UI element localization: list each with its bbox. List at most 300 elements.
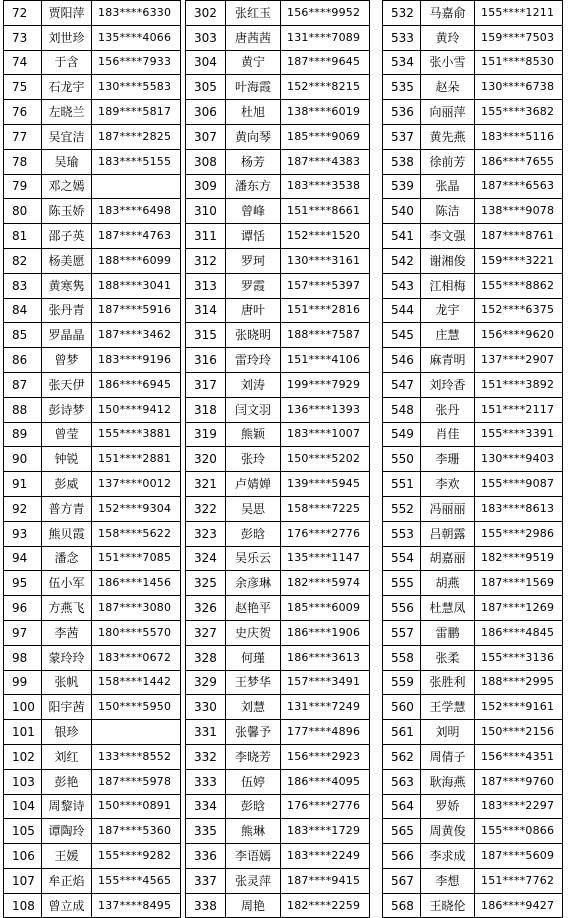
phone-number: 186****1906 — [281, 620, 370, 645]
table-row — [383, 893, 563, 918]
phone-number: 155****3881 — [92, 422, 181, 447]
person-name: 杨芳 — [226, 149, 281, 174]
person-name: 张灵萍 — [226, 868, 281, 893]
person-name: 罗霞 — [226, 273, 281, 298]
person-name: 余彦琳 — [226, 571, 281, 596]
table-row — [4, 397, 181, 422]
table-row — [383, 819, 563, 844]
table-row — [4, 794, 181, 819]
row-number: 533 — [383, 25, 421, 50]
table-row — [383, 323, 563, 348]
row-number: 104 — [4, 794, 42, 819]
table-row — [186, 273, 370, 298]
row-number: 87 — [4, 372, 42, 397]
phone-number: 150****2156 — [475, 720, 563, 745]
phone-number: 155****3391 — [475, 422, 563, 447]
phone-number: 133****8552 — [92, 744, 181, 769]
row-number: 545 — [383, 323, 421, 348]
table-row — [186, 397, 370, 422]
row-number: 108 — [4, 893, 42, 918]
phone-number: 183****9196 — [92, 348, 181, 373]
phone-number: 188****3041 — [92, 273, 181, 298]
person-name: 曾峰 — [226, 199, 281, 224]
table-row — [186, 199, 370, 224]
person-name: 黄宁 — [226, 50, 281, 75]
table-row — [4, 744, 181, 769]
person-name: 胡嘉丽 — [421, 546, 475, 571]
phone-number: 187****9415 — [281, 868, 370, 893]
row-number: 79 — [4, 174, 42, 199]
row-number: 78 — [4, 149, 42, 174]
table-row — [186, 893, 370, 918]
table-row — [383, 868, 563, 893]
person-name: 赵朵 — [421, 75, 475, 100]
table-row — [4, 695, 181, 720]
person-name: 张天伊 — [42, 372, 92, 397]
table-row — [4, 546, 181, 571]
phone-number: 155****3682 — [475, 100, 563, 125]
row-number: 308 — [186, 149, 226, 174]
phone-number: 187****1269 — [475, 596, 563, 621]
phone-number: 151****2816 — [281, 298, 370, 323]
phone-number: 151****4106 — [281, 348, 370, 373]
phone-number: 151****8530 — [475, 50, 563, 75]
phone-number: 182****5974 — [281, 571, 370, 596]
phone-number: 183****0672 — [92, 645, 181, 670]
person-name: 贾阳萍 — [42, 1, 92, 26]
table-row — [4, 645, 181, 670]
row-number: 534 — [383, 50, 421, 75]
row-number: 316 — [186, 348, 226, 373]
person-name: 李欢 — [421, 472, 475, 497]
phone-number: 187****1569 — [475, 571, 563, 596]
table-row — [383, 472, 563, 497]
row-number: 566 — [383, 844, 421, 869]
row-number: 546 — [383, 348, 421, 373]
phone-number: 155****9282 — [92, 844, 181, 869]
person-name: 曾莹 — [42, 422, 92, 447]
person-name: 银珍 — [42, 720, 92, 745]
person-name: 熊琳 — [226, 819, 281, 844]
phone-number: 151****7762 — [475, 868, 563, 893]
phone-number: 183****2297 — [475, 794, 563, 819]
table-row — [383, 348, 563, 373]
row-number: 86 — [4, 348, 42, 373]
row-number: 332 — [186, 744, 226, 769]
phone-number: 183****2249 — [281, 844, 370, 869]
row-number: 85 — [4, 323, 42, 348]
row-number: 555 — [383, 571, 421, 596]
row-number: 96 — [4, 596, 42, 621]
table-row — [383, 75, 563, 100]
table-row — [4, 769, 181, 794]
phone-number: 156****2923 — [281, 744, 370, 769]
table-row — [4, 844, 181, 869]
person-name: 王媛 — [42, 844, 92, 869]
phone-number: 139****5945 — [281, 472, 370, 497]
row-number: 73 — [4, 25, 42, 50]
person-name: 周黎诗 — [42, 794, 92, 819]
phone-number: 151****2117 — [475, 397, 563, 422]
person-name: 黄寒隽 — [42, 273, 92, 298]
row-number: 321 — [186, 472, 226, 497]
table-row — [383, 298, 563, 323]
phone-number: 151****7085 — [92, 546, 181, 571]
person-name: 庄慧 — [421, 323, 475, 348]
phone-number: 155****0866 — [475, 819, 563, 844]
phone-number: 155****9087 — [475, 472, 563, 497]
person-name: 彭威 — [42, 472, 92, 497]
phone-number: 152****6375 — [475, 298, 563, 323]
phone-number: 137****0012 — [92, 472, 181, 497]
table-row — [383, 50, 563, 75]
table-row — [186, 720, 370, 745]
phone-number: 152****9161 — [475, 695, 563, 720]
row-number: 554 — [383, 546, 421, 571]
person-name: 张小雪 — [421, 50, 475, 75]
table-row — [186, 149, 370, 174]
person-name: 于含 — [42, 50, 92, 75]
person-name: 向丽萍 — [421, 100, 475, 125]
table-row — [186, 124, 370, 149]
table-row — [383, 447, 563, 472]
phone-number: 138****9078 — [475, 199, 563, 224]
phone-number: 155****4565 — [92, 868, 181, 893]
person-name: 阳宇茜 — [42, 695, 92, 720]
person-name: 王梦华 — [226, 670, 281, 695]
table-row — [4, 720, 181, 745]
table-row — [186, 25, 370, 50]
table-row — [4, 447, 181, 472]
person-name: 闫文羽 — [226, 397, 281, 422]
person-name: 龙宇 — [421, 298, 475, 323]
table-row — [186, 744, 370, 769]
phone-number: 183****1007 — [281, 422, 370, 447]
phone-number: 158****5622 — [92, 521, 181, 546]
row-number: 542 — [383, 248, 421, 273]
person-name: 罗珂 — [226, 248, 281, 273]
phone-number: 157****5397 — [281, 273, 370, 298]
person-name: 张玲 — [226, 447, 281, 472]
row-number: 311 — [186, 224, 226, 249]
row-number: 97 — [4, 620, 42, 645]
table-row — [186, 75, 370, 100]
table-row — [4, 50, 181, 75]
person-name: 耿海燕 — [421, 769, 475, 794]
table-row — [4, 25, 181, 50]
person-name: 刘慧 — [226, 695, 281, 720]
row-number: 549 — [383, 422, 421, 447]
phone-number: 188****2995 — [475, 670, 563, 695]
person-name: 张晓明 — [226, 323, 281, 348]
row-number: 537 — [383, 124, 421, 149]
table-row — [4, 372, 181, 397]
person-name: 王学慧 — [421, 695, 475, 720]
row-number: 540 — [383, 199, 421, 224]
phone-number: 152****1520 — [281, 224, 370, 249]
table-row — [383, 124, 563, 149]
table-row — [186, 546, 370, 571]
person-name: 周艳 — [226, 893, 281, 918]
phone-number: 182****9519 — [475, 546, 563, 571]
table-row — [186, 844, 370, 869]
table-row — [383, 844, 563, 869]
table-row — [4, 868, 181, 893]
row-number: 319 — [186, 422, 226, 447]
phone-number: 187****6563 — [475, 174, 563, 199]
person-name: 谭恬 — [226, 224, 281, 249]
phone-number: 188****7587 — [281, 323, 370, 348]
person-name: 潘东方 — [226, 174, 281, 199]
row-number: 317 — [186, 372, 226, 397]
person-name: 徐前芳 — [421, 149, 475, 174]
phone-number: 158****1442 — [92, 670, 181, 695]
phone-number: 155****8862 — [475, 273, 563, 298]
table-row — [4, 596, 181, 621]
table-row — [383, 645, 563, 670]
phone-number: 158****7225 — [281, 496, 370, 521]
person-name: 杜慧凤 — [421, 596, 475, 621]
person-name: 张帆 — [42, 670, 92, 695]
person-name: 刘世珍 — [42, 25, 92, 50]
person-name: 熊颖 — [226, 422, 281, 447]
person-name: 李语嫣 — [226, 844, 281, 869]
table-row — [186, 248, 370, 273]
row-number: 320 — [186, 447, 226, 472]
person-name: 周黄俊 — [421, 819, 475, 844]
phone-number: 155****2986 — [475, 521, 563, 546]
table-row — [186, 372, 370, 397]
table-row — [186, 447, 370, 472]
table-row — [186, 819, 370, 844]
table-row — [383, 571, 563, 596]
person-name: 石龙宇 — [42, 75, 92, 100]
row-number: 564 — [383, 794, 421, 819]
person-name: 普方青 — [42, 496, 92, 521]
table-row — [186, 50, 370, 75]
phone-number: 131****7089 — [281, 25, 370, 50]
person-name: 黄先燕 — [421, 124, 475, 149]
phone-number: 187****5916 — [92, 298, 181, 323]
person-name: 钟锐 — [42, 447, 92, 472]
phone-number: 137****8495 — [92, 893, 181, 918]
phone-number: 186****6945 — [92, 372, 181, 397]
row-number: 552 — [383, 496, 421, 521]
phone-number: 159****3221 — [475, 248, 563, 273]
table-row — [186, 769, 370, 794]
person-name: 陈玉娇 — [42, 199, 92, 224]
row-number: 335 — [186, 819, 226, 844]
person-name: 雷鹏 — [421, 620, 475, 645]
row-number: 334 — [186, 794, 226, 819]
phone-number: 183****5116 — [475, 124, 563, 149]
person-name: 胡燕 — [421, 571, 475, 596]
table-row — [186, 596, 370, 621]
person-name: 叶海霞 — [226, 75, 281, 100]
roster-table-middle — [185, 0, 370, 918]
person-name: 杨美愿 — [42, 248, 92, 273]
phone-number: 185****6009 — [281, 596, 370, 621]
person-name: 张晶 — [421, 174, 475, 199]
person-name: 左晓兰 — [42, 100, 92, 125]
row-number: 82 — [4, 248, 42, 273]
row-number: 548 — [383, 397, 421, 422]
phone-number: 180****5570 — [92, 620, 181, 645]
phone-number: 130****6738 — [475, 75, 563, 100]
table-row — [4, 323, 181, 348]
person-name: 吴宜洁 — [42, 124, 92, 149]
phone-number: 186****4095 — [281, 769, 370, 794]
person-name: 吴乐云 — [226, 546, 281, 571]
row-number: 318 — [186, 397, 226, 422]
row-number: 544 — [383, 298, 421, 323]
table-row — [383, 397, 563, 422]
row-number: 560 — [383, 695, 421, 720]
person-name: 牟正焰 — [42, 868, 92, 893]
row-number: 559 — [383, 670, 421, 695]
person-name: 刘涛 — [226, 372, 281, 397]
table-row — [4, 348, 181, 373]
row-number: 312 — [186, 248, 226, 273]
table-row — [383, 100, 563, 125]
person-name: 张馨予 — [226, 720, 281, 745]
table-row — [383, 596, 563, 621]
phone-number: 185****9069 — [281, 124, 370, 149]
phone-number: 177****4896 — [281, 720, 370, 745]
phone-number: 183****1729 — [281, 819, 370, 844]
person-name: 潘念 — [42, 546, 92, 571]
table-row — [186, 100, 370, 125]
person-name: 吴瑜 — [42, 149, 92, 174]
person-name: 唐茜茜 — [226, 25, 281, 50]
row-number: 538 — [383, 149, 421, 174]
phone-number: 176****2776 — [281, 794, 370, 819]
table-row — [186, 298, 370, 323]
table-row — [4, 75, 181, 100]
row-number: 306 — [186, 100, 226, 125]
person-name: 李晓芳 — [226, 744, 281, 769]
table-row — [186, 794, 370, 819]
person-name: 曾梦 — [42, 348, 92, 373]
phone-number: 183****6330 — [92, 1, 181, 26]
row-number: 304 — [186, 50, 226, 75]
row-number: 98 — [4, 645, 42, 670]
phone-number: 138****6019 — [281, 100, 370, 125]
row-number: 336 — [186, 844, 226, 869]
phone-number: 151****3892 — [475, 372, 563, 397]
phone-number: 186****4845 — [475, 620, 563, 645]
table-row — [186, 174, 370, 199]
person-name: 罗晶晶 — [42, 323, 92, 348]
row-number: 562 — [383, 744, 421, 769]
row-number: 327 — [186, 620, 226, 645]
row-number: 324 — [186, 546, 226, 571]
row-number: 307 — [186, 124, 226, 149]
person-name: 李求成 — [421, 844, 475, 869]
person-name: 冯丽丽 — [421, 496, 475, 521]
table-row — [186, 422, 370, 447]
phone-number: 150****5202 — [281, 447, 370, 472]
table-row — [4, 422, 181, 447]
person-name: 罗娇 — [421, 794, 475, 819]
phone-number: 137****2907 — [475, 348, 563, 373]
table-row — [186, 695, 370, 720]
table-row — [383, 25, 563, 50]
table-row — [4, 521, 181, 546]
person-name: 李文强 — [421, 224, 475, 249]
person-name: 史庆贺 — [226, 620, 281, 645]
table-row — [383, 769, 563, 794]
phone-number: 152****9304 — [92, 496, 181, 521]
table-row — [4, 199, 181, 224]
phone-number: 155****3136 — [475, 645, 563, 670]
phone-number: 135****4066 — [92, 25, 181, 50]
roster-table-right — [382, 0, 563, 918]
phone-number: 187****5609 — [475, 844, 563, 869]
person-name: 黄玲 — [421, 25, 475, 50]
row-number: 547 — [383, 372, 421, 397]
table-row — [383, 422, 563, 447]
table-row — [186, 868, 370, 893]
person-name: 李珊 — [421, 447, 475, 472]
row-number: 94 — [4, 546, 42, 571]
row-number: 305 — [186, 75, 226, 100]
table-row — [186, 224, 370, 249]
person-name: 张胜利 — [421, 670, 475, 695]
row-number: 326 — [186, 596, 226, 621]
phone-number: 130****9403 — [475, 447, 563, 472]
row-number: 315 — [186, 323, 226, 348]
person-name: 曾立成 — [42, 893, 92, 918]
row-number: 91 — [4, 472, 42, 497]
table-row — [4, 670, 181, 695]
phone-number: 150****0891 — [92, 794, 181, 819]
row-number: 556 — [383, 596, 421, 621]
table-row — [4, 298, 181, 323]
phone-number: 157****3491 — [281, 670, 370, 695]
person-name: 蒙玲玲 — [42, 645, 92, 670]
row-number: 309 — [186, 174, 226, 199]
row-number: 567 — [383, 868, 421, 893]
table-row — [4, 124, 181, 149]
phone-number: 187****2825 — [92, 124, 181, 149]
row-number: 95 — [4, 571, 42, 596]
row-number: 563 — [383, 769, 421, 794]
table-row — [186, 348, 370, 373]
row-number: 88 — [4, 397, 42, 422]
row-number: 535 — [383, 75, 421, 100]
table-row — [383, 546, 563, 571]
row-number: 74 — [4, 50, 42, 75]
person-name: 李想 — [421, 868, 475, 893]
row-number: 76 — [4, 100, 42, 125]
row-number: 568 — [383, 893, 421, 918]
table-row — [383, 372, 563, 397]
row-number: 553 — [383, 521, 421, 546]
phone-number: 151****8661 — [281, 199, 370, 224]
person-name: 张丹青 — [42, 298, 92, 323]
row-number: 313 — [186, 273, 226, 298]
table-row — [4, 100, 181, 125]
person-name: 彭诗梦 — [42, 397, 92, 422]
row-number: 532 — [383, 1, 421, 26]
phone-number: 186****7655 — [475, 149, 563, 174]
row-number: 329 — [186, 670, 226, 695]
table-row — [383, 670, 563, 695]
person-name: 卢婧婵 — [226, 472, 281, 497]
table-row — [4, 1, 181, 26]
row-number: 541 — [383, 224, 421, 249]
